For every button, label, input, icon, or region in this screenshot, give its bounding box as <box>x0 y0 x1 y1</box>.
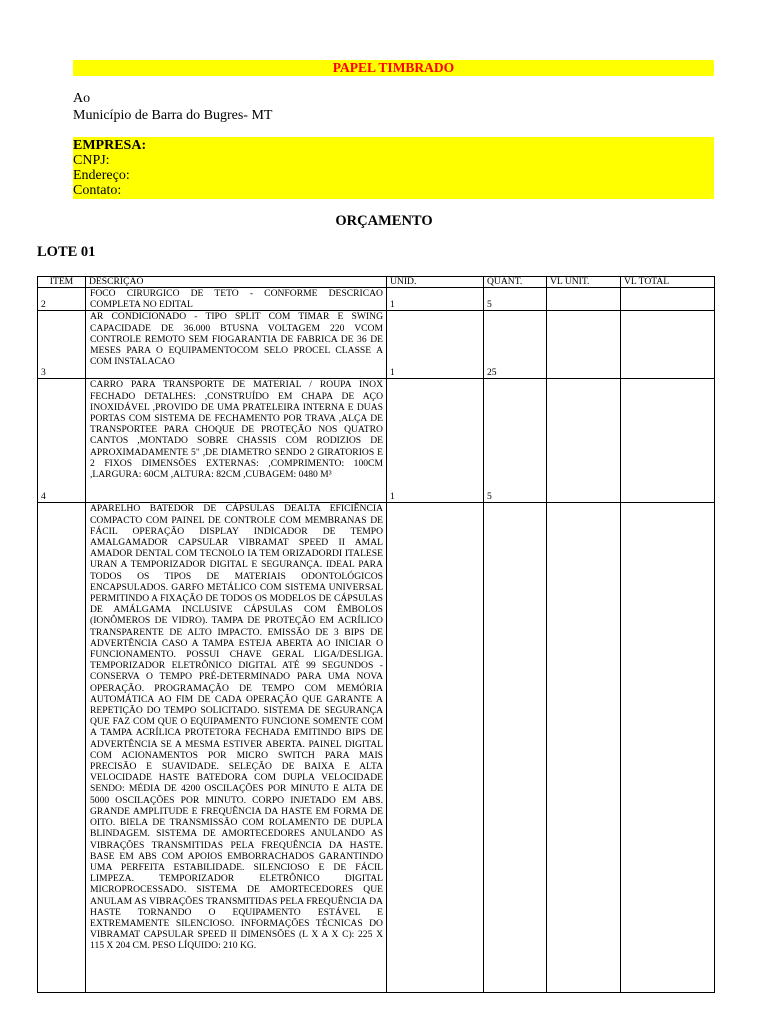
budget-table <box>37 276 715 993</box>
item-unit-value <box>547 288 621 311</box>
letterhead-label: PAPEL TIMBRADO <box>332 60 455 75</box>
table-row <box>38 288 715 311</box>
item-unit-value <box>547 311 621 379</box>
company-contact-label: Contato: <box>73 183 122 198</box>
item-unit-value <box>547 503 621 993</box>
header-unit: UNID. <box>387 277 484 288</box>
table-row <box>38 379 715 503</box>
table-header-row <box>38 277 715 288</box>
item-quantity: 5 <box>484 379 547 503</box>
item-number: 3 <box>38 311 86 379</box>
item-number: 2 <box>38 288 86 311</box>
header-description: DESCRIÇÃO <box>86 277 387 288</box>
lot-heading: LOTE 01 <box>37 244 96 260</box>
item-description: APARELHO BATEDOR DE CÁPSULAS DEALTA EFICIÊNCIA COMPACTO COM PAINEL DE CONTROLE COM MEMBRANAS DE FÁCIL OPERAÇÃO DISPLAY INDICADOR DE TEMPO AMALGAMADOR CAPSULAR VIBRAMAT SPEED II AMAL AMADOR DENTAL COM TECNOLO IA TEM ORIZADORDI ITALESE URAN A TEMPORIZADOR DIGITAL E SEGURANÇA. IDEAL PARA TODOS OS TIPOS DE MATERIAIS ODONTOLÓGICOS ENCAPSULADOS. GARFO METÁLICO COM SISTEMA UNIVERSAL PERMITINDO A FIXAÇÃO DE TODOS OS MODELOS DE CÁPSULAS DE AMÁLGAMA INCLUSIVE CÁPSULAS COM ÊMBOLOS (IONÔMEROS DE VIDRO). TAMPA DE PROTEÇÃO EM ACRÍLICO TRANSPARENTE DE ALTO IMPACTO. EMISSÃO DE 3 BIPS DE ADVERTÊNCIA CASO A TAMPA ESTEJA ABERTA AO INICIAR O FUNCIONAMENTO. POSSUI CHAVE GERAL LIGA/DESLIGA. TEMPORIZADOR ELETRÔNICO DIGITAL ATÉ 99 SEGUNDOS - CONSERVA O TEMPO PRÉ-DETERMINADO PARA UMA NOVA OPERAÇÃO. PROGRAMAÇÃO DE TEMPO COM MEMÓRIA AUTOMÁTICA AO FIM DE CADA OPERAÇÃO QUE GARANTE A REPETIÇÃO DO TEMPO SOLICITADO. SISTEMA DE SEGURANÇA QUE FAZ COM QUE O EQUIPAMENTO FUNCIONE SOMENTE COM A TAMPA ACRÍLICA PROTETORA FECHADA EMITINDO BIPS DE ADVERTÊNCIA SE A MESMA ESTIVER ABERTA. PAINEL DIGITAL COM ACIONAMENTOS POR MICRO SWITCH PARA MAIS PRECISÃO E SUAVIDADE. SELEÇÃO DE BAIXA E ALTA VELOCIDADE HASTE BATEDORA COM DUPLA VELOCIDADE SENDO: MÉDIA DE 4200 OSCILAÇÕES POR MINUTO E ALTA DE 5000 OSCILAÇÕES POR MINUTO. CORPO INJETADO EM ABS. GRANDE AMPLITUDE E FREQUÊNCIA DA HASTE EM FORMA DE OITO. BIELA DE TRANSMISSÃO COM ROLAMENTO DE DUPLA BLINDAGEM. SISTEMA DE AMORTECEDORES ANULANDO AS VIBRAÇÕES TRANSMITIDAS PELA FREQUÊNCIA DA HASTE. BASE EM ABS COM APOIOS EMBORRACHADOS GARANTINDO UMA PERFEITA ESTABILIDADE. SILENCIOSO E DE FÁCIL LIMPEZA. TEMPORIZADOR ELETRÔNICO DIGITAL MICROPROCESSADO. SISTEMA DE AMORTECEDORES QUE ANULAM AS VIBRAÇÕES TRANSMITIDAS PELA FREQUÊNCIA DA HASTE TORNANDO O EQUIPAMENTO ESTÁVEL E EXTREMAMENTE SILENCIOSO. INFORMAÇÕES TÉCNICAS DO VIBRAMAT CAPSULAR SPEED II DIMENSÕES (L X A X C): 225 X 115 X 204 CM. PESO LÍQUIDO: 210 KG. <box>86 503 387 993</box>
item-number: 4 <box>38 379 86 503</box>
letterhead-banner <box>73 60 714 76</box>
item-unit <box>387 503 484 993</box>
header-item: ITEM <box>38 277 86 288</box>
document-title: ORÇAMENTO <box>335 213 433 229</box>
item-quantity: 5 <box>484 288 547 311</box>
header-total-value: VL TOTAL <box>621 277 715 288</box>
item-number <box>38 503 86 993</box>
header-quantity: QUANT. <box>484 277 547 288</box>
item-description: CARRO PARA TRANSPORTE DE MATERIAL / ROUPA INOX FECHADO DETALHES: ,CONSTRUÍDO EM CHAPA DE AÇO INOXIDÁVEL ,PROVIDO DE UMA PRATELEIRA INTERNA E DUAS PORTAS COM SISTEMA DE FECHAMENTO POR TRAVA ,ALÇA DE TRANSPORTEE PARA CHOQUE DE PROTEÇÃO NOS QUATRO CANTOS ,MONTADO SOBRE CHASSIS COM RODIZIOS DE APROXIMADAMENTE 5" ,DE DIAMETRO SENDO 2 GIRATORIOS E 2 FIXOS DIMENSÕES EXTERNAS: ,COMPRIMENTO: 100CM ,LARGURA: 60CM ,ALTURA: 82CM ,CUBAGEM: 0480 M³ <box>86 379 387 503</box>
item-quantity: 25 <box>484 311 547 379</box>
item-unit: 1 <box>387 379 484 503</box>
item-total-value <box>621 503 715 993</box>
item-unit: 1 <box>387 311 484 379</box>
item-total-value <box>621 311 715 379</box>
company-address-label: Endereço: <box>73 168 130 183</box>
recipient-municipality: Município de Barra do Bugres- MT <box>73 108 273 123</box>
recipient-salutation: Ao <box>73 91 91 106</box>
item-unit: 1 <box>387 288 484 311</box>
item-description: FOCO CIRURGICO DE TETO - CONFORME DESCRICAO COMPLETA NO EDITAL <box>86 288 387 311</box>
item-total-value <box>621 288 715 311</box>
recipient-block <box>73 90 272 124</box>
header-unit-value: VL UNIT. <box>547 277 621 288</box>
company-info-block <box>73 137 714 199</box>
item-unit-value <box>547 379 621 503</box>
item-description: AR CONDICIONADO - TIPO SPLIT COM TIMAR E SWING CAPACIDADE DE 36.000 BTUSNA VOLTAGEM 220 VCOM CONTROLE REMOTO SEM FIOGARANTIA DE FABRICA DE 36 DE MESES PARA O EQUIPAMENTOCOM SELO PROCEL CLASSE A COM INSTALACAO <box>86 311 387 379</box>
table-row <box>38 503 715 993</box>
table-row <box>38 311 715 379</box>
item-quantity <box>484 503 547 993</box>
company-title: EMPRESA: <box>73 138 147 153</box>
item-total-value <box>621 379 715 503</box>
company-cnpj-label: CNPJ: <box>73 153 110 168</box>
